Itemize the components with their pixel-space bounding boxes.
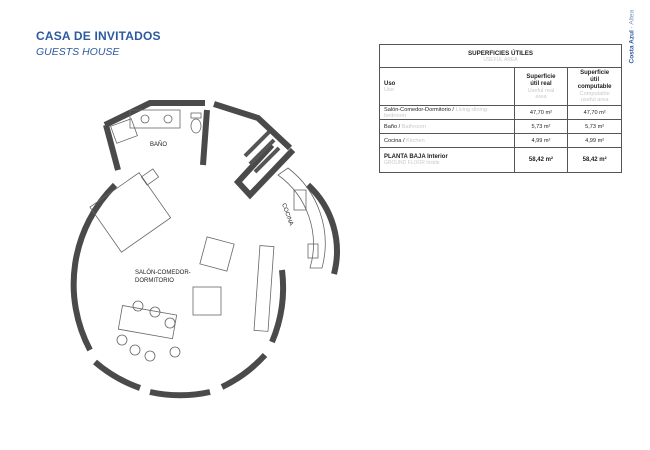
row-comp: 5,73 m² (568, 120, 622, 134)
cooktop (294, 190, 306, 210)
outer-wall (222, 355, 265, 387)
col-header-comp-l1: Superficie (580, 70, 610, 76)
col-header-real (514, 68, 568, 106)
outer-wall (74, 185, 115, 350)
kitchen-wall (214, 104, 290, 148)
outer-wall (150, 392, 210, 395)
brand-name: Costa Azul (628, 30, 636, 64)
row-comp: 4,99 m² (568, 134, 622, 148)
armchair (200, 237, 234, 271)
row-sep: / (452, 106, 454, 113)
toilet (191, 119, 201, 133)
row-sep: / (398, 123, 401, 130)
table-title-en: USEFUL AREA (483, 56, 518, 63)
row-comp: 47,70 m² (568, 106, 622, 120)
table-title: SUPERFICIES ÚTILES (468, 49, 533, 57)
col-header-use-label: Uso (384, 80, 396, 87)
areas-table (379, 44, 622, 173)
row-name: Cocina (384, 137, 402, 144)
chair (130, 345, 140, 355)
total-name-en: GROUND FLOOR Inside (384, 160, 440, 166)
room-label-living-1: SALÓN-COMEDOR- (135, 270, 191, 276)
table-row (380, 106, 622, 120)
side-label (624, 8, 638, 68)
total-comp: 58,42 m² (568, 148, 622, 173)
row-real: 47,70 m² (514, 106, 568, 120)
bed (90, 173, 171, 252)
row-name-en: Living-dining-bedroom (384, 106, 489, 119)
outer-wall (272, 270, 283, 342)
col-header-use (380, 68, 515, 106)
room-label-bath: BAÑO (150, 142, 168, 148)
col-header-real-en2: area (535, 93, 547, 100)
col-header-comp-en2: useful area (580, 97, 609, 103)
chair (145, 351, 155, 361)
chair (165, 318, 175, 328)
col-header-use-en: Use (384, 86, 394, 93)
total-name: PLANTA BAJA Interior (384, 154, 448, 160)
toilet-tank (191, 113, 201, 118)
page-title: CASA DE INVITADOS (36, 29, 161, 43)
col-header-real-l1: Superficie (526, 73, 556, 80)
chair (170, 347, 180, 357)
row-sep: / (402, 137, 405, 144)
bath-wall (105, 103, 205, 125)
table-total-row (380, 148, 622, 173)
col-header-real-en1: Useful real (527, 87, 555, 94)
sink (141, 115, 149, 123)
col-header-comp-l3: computable (577, 84, 612, 90)
vanity (130, 110, 180, 128)
dining-table (118, 305, 176, 338)
row-name-en: Kitchen (406, 137, 425, 144)
floor-plan (60, 95, 360, 410)
room-label-kitchen: COCINA (280, 202, 294, 227)
table-row (380, 120, 622, 134)
row-name: Salón-Comedor-Dormitorio (384, 106, 451, 113)
col-header-real-l2: útil real (530, 80, 552, 87)
sofa (254, 246, 274, 332)
row-real: 4,99 m² (514, 134, 568, 148)
location-name: Altea (628, 9, 636, 25)
table-row (380, 134, 622, 148)
row-name-en: Bathroom (401, 123, 427, 130)
sink (164, 115, 172, 123)
outer-wall (95, 362, 140, 388)
row-real: 5,73 m² (514, 120, 568, 134)
col-header-comp (568, 68, 622, 106)
armchair (193, 287, 221, 315)
bath-wall (106, 125, 118, 170)
bath-wall (203, 110, 207, 165)
chair (133, 301, 143, 311)
chair (117, 335, 127, 345)
nightstand (141, 169, 158, 185)
side-separator: · (628, 26, 636, 29)
table-title-cell (380, 45, 622, 68)
page-subtitle: GUESTS HOUSE (36, 46, 120, 58)
row-name: Baño (384, 123, 398, 130)
room-label-living-2: DORMITORIO (135, 278, 174, 284)
col-header-comp-l2: útil (590, 77, 600, 83)
total-real: 58,42 m² (514, 148, 568, 173)
col-header-comp-en1: Computable (579, 91, 610, 97)
